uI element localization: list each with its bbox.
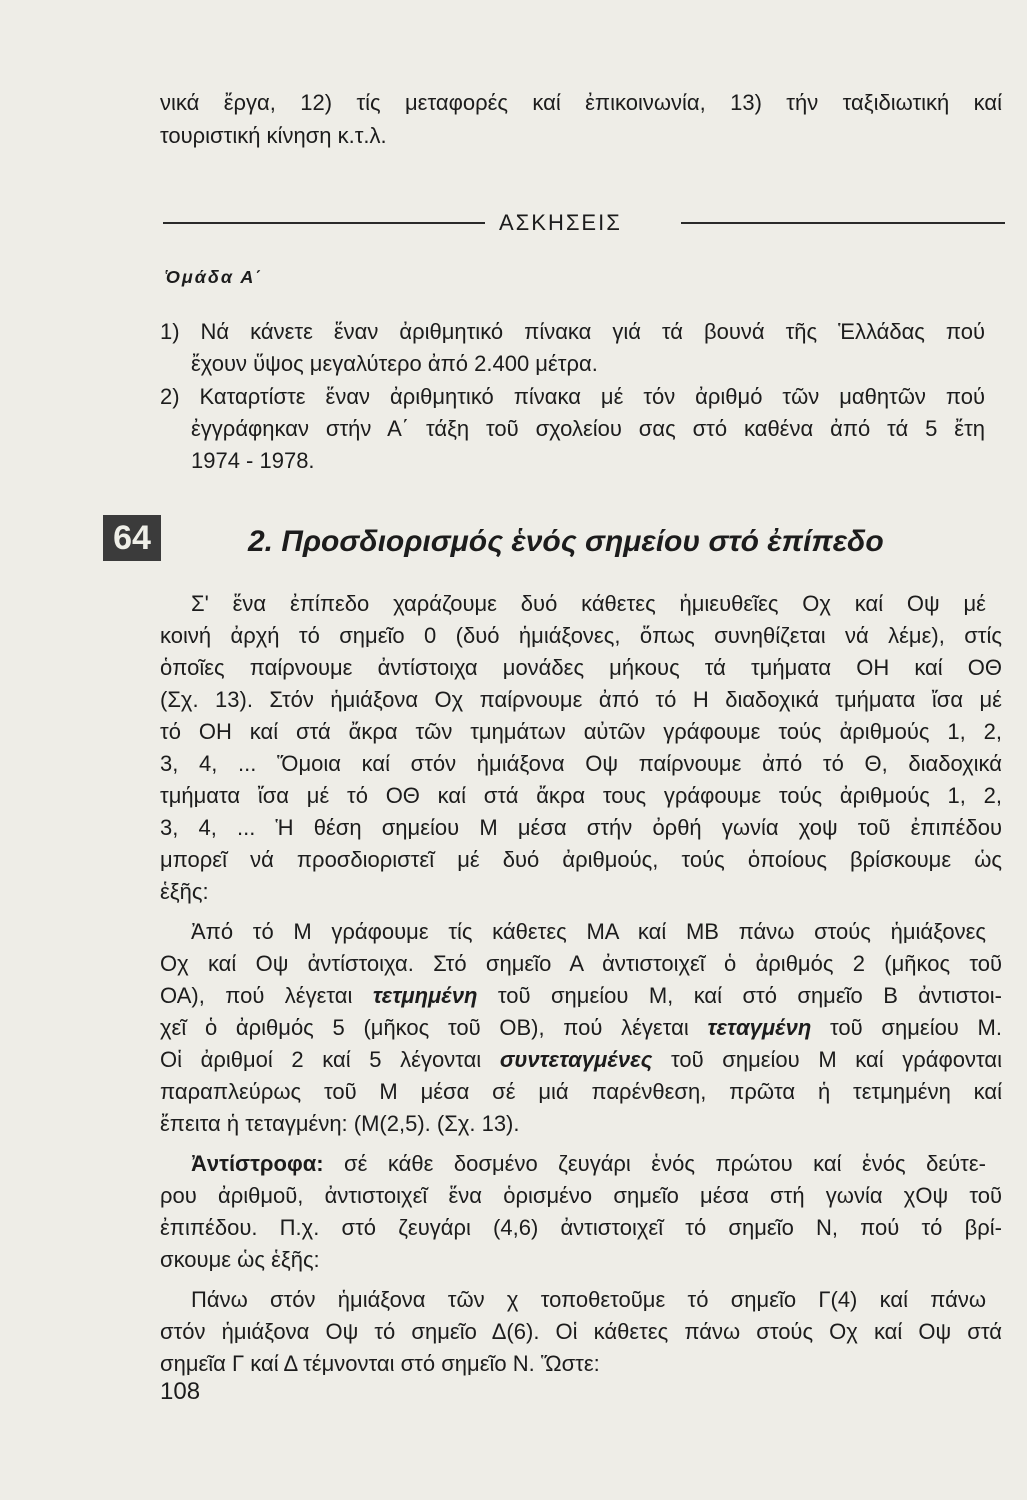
para1-line-10: ἑξῆς:	[160, 879, 209, 904]
exercise-2-line-2: ἐγγράφηκαν στήν Α΄ τάξη τοῦ σχολείου σας στό καθένα ἀπό τά 5 ἔτη	[191, 416, 985, 441]
exercise-2-line-3: 1974 - 1978.	[191, 448, 315, 473]
para1-line-8: 3, 4, ... Ἡ θέση σημείου Μ μέσα στήν ὀρθή γωνία χοψ τοῦ ἐπιπέδου	[160, 815, 1002, 840]
para2-line-5-a: Οἱ ἀριθμοί 2 καί 5 λέγονται	[160, 1047, 500, 1072]
para1-line-1: Σ' ἕνα ἐπίπεδο χαράζουμε δυό κάθετες ἡμιευθεῖες Οχ καί Οψ μέ	[191, 591, 986, 616]
para2-line-3-a: ΟΑ), πού λέγεται	[160, 983, 373, 1008]
exercise-2-line-1: 2) Καταρτίστε ἕναν ἀριθμητικό πίνακα μέ τόν ἀριθμό τῶν μαθητῶν πού	[160, 384, 985, 409]
para4-line-3: σημεῖα Γ καί Δ τέμνονται στό σημεῖο Ν. Ὥστε:	[160, 1351, 600, 1376]
intro-line-2: τουριστική κίνηση κ.τ.λ.	[160, 123, 387, 148]
para2-line-5	[160, 1045, 1002, 1075]
term-antistrofa: Ἀντίστροφα:	[191, 1151, 324, 1176]
para3-line-1-b: σέ κάθε δοσμένο ζευγάρι ἑνός πρώτου καί ἑνός δεύτε-	[323, 1151, 986, 1176]
para2-line-6: παραπλεύρως τοῦ Μ μέσα σέ μιά παρένθεση, πρῶτα ἡ τετμημένη καί	[160, 1079, 1002, 1104]
section-title: 2. Προσδιορισμός ἑνός σημείου στό ἐπίπεδο	[248, 525, 884, 558]
para2-line-5-c: τοῦ σημείου Μ καί γράφονται	[652, 1047, 1002, 1072]
para4-line-2: στόν ἡμιάξονα Οψ τό σημεῖο Δ(6). Οἱ κάθετες πάνω στούς Οχ καί Οψ στά	[160, 1319, 1002, 1344]
intro-line-1: νικά ἔργα, 12) τίς μεταφορές καί ἐπικοινωνία, 13) τήν ταξιδιωτική καί	[160, 90, 1002, 115]
exercise-1-line-2: ἔχουν ὕψος μεγαλύτερο ἀπό 2.400 μέτρα.	[191, 351, 598, 376]
exercises-heading	[163, 208, 1005, 238]
exercise-1-line-1: 1) Νά κάνετε ἕναν ἀριθμητικό πίνακα γιά τά βουνά τῆς Ἑλλάδας πού	[160, 319, 985, 344]
para1-line-3: ὁποῖες παίρνουμε ἀντίστοιχα μονάδες μήκους τά τμήματα ΟΗ καί ΟΘ	[160, 655, 1002, 680]
para3-line-3: ἐπιπέδου. Π.χ. στό ζευγάρι (4,6) ἀντιστοιχεῖ τό σημεῖο Ν, πού τό βρί-	[160, 1215, 1002, 1240]
para2-line-4	[160, 1013, 1002, 1043]
para3-line-2: ρου ἀριθμοῦ, ἀντιστοιχεῖ ἕνα ὁρισμένο σημεῖο μέσα στή γωνία χΟψ τοῦ	[160, 1183, 1002, 1208]
heading-rule-left	[163, 222, 485, 224]
para1-line-5: τό ΟΗ καί στά ἄκρα τῶν τμημάτων αὐτῶν γράφουμε τούς ἀριθμούς 1, 2,	[160, 719, 1002, 744]
para3-line-1	[191, 1149, 986, 1179]
term-tetmimeni: τετμημένη	[372, 983, 478, 1008]
para1-line-7: τμήματα ἴσα μέ τό ΟΘ καί στά ἄκρα τους γράφουμε τούς ἀριθμούς 1, 2,	[160, 783, 1002, 808]
para1-line-9: μπορεῖ νά προσδιοριστεῖ μέ δυό ἀριθμούς, τούς ὁποίους βρίσκουμε ὡς	[160, 847, 1002, 872]
para2-line-7: ἔπειτα ἡ τεταγμένη: (Μ(2,5). (Σχ. 13).	[160, 1111, 520, 1136]
para4-line-1: Πάνω στόν ἡμιάξονα τῶν χ τοποθετοῦμε τό σημεῖο Γ(4) καί πάνω	[191, 1287, 986, 1312]
term-tetagmeni: τεταγμένη	[707, 1015, 812, 1040]
term-syntetagmenes: συντεταγμένες	[499, 1047, 653, 1072]
page-number: 108	[160, 1378, 201, 1405]
para1-line-6: 3, 4, ... Ὅμοια καί στόν ἡμιάξονα Οψ παίρνουμε ἀπό τό Θ, διαδοχικά	[160, 751, 1002, 776]
para2-line-4-c: τοῦ σημείου Μ.	[811, 1015, 1002, 1040]
para1-line-2: κοινή ἀρχή τό σημεῖο 0 (δυό ἡμιάξονες, ὅπως συνηθίζεται νά λέμε), στίς	[160, 623, 1002, 648]
para2-line-4-a: χεῖ ὁ ἀριθμός 5 (μῆκος τοῦ ΟΒ), πού λέγεται	[160, 1015, 708, 1040]
para3-line-4: σκουμε ὡς ἑξῆς:	[160, 1247, 320, 1272]
para2-line-3-c: τοῦ σημείου Μ, καί στό σημεῖο Β ἀντιστοι-	[477, 983, 1002, 1008]
para2-line-3	[160, 981, 1002, 1011]
group-label: Ὁμάδα Α΄	[165, 267, 264, 287]
para2-line-1: Ἀπό τό Μ γράφουμε τίς κάθετες ΜΑ καί ΜΒ πάνω στούς ἡμιάξονες	[191, 919, 986, 944]
exercises-heading-label: ΑΣΚΗΣΕΙΣ	[499, 210, 622, 235]
para2-line-2: Οχ καί Οψ ἀντίστοιχα. Στό σημεῖο Α ἀντιστοιχεῖ ὁ ἀριθμός 2 (μῆκος τοῦ	[160, 951, 1002, 976]
section-number-badge: 64	[103, 515, 161, 561]
para1-line-4: (Σχ. 13). Στόν ἡμιάξονα Οχ παίρνουμε ἀπό τό Η διαδοχικά τμήματα ἴσα μέ	[160, 687, 1002, 712]
heading-rule-right	[681, 222, 1005, 224]
